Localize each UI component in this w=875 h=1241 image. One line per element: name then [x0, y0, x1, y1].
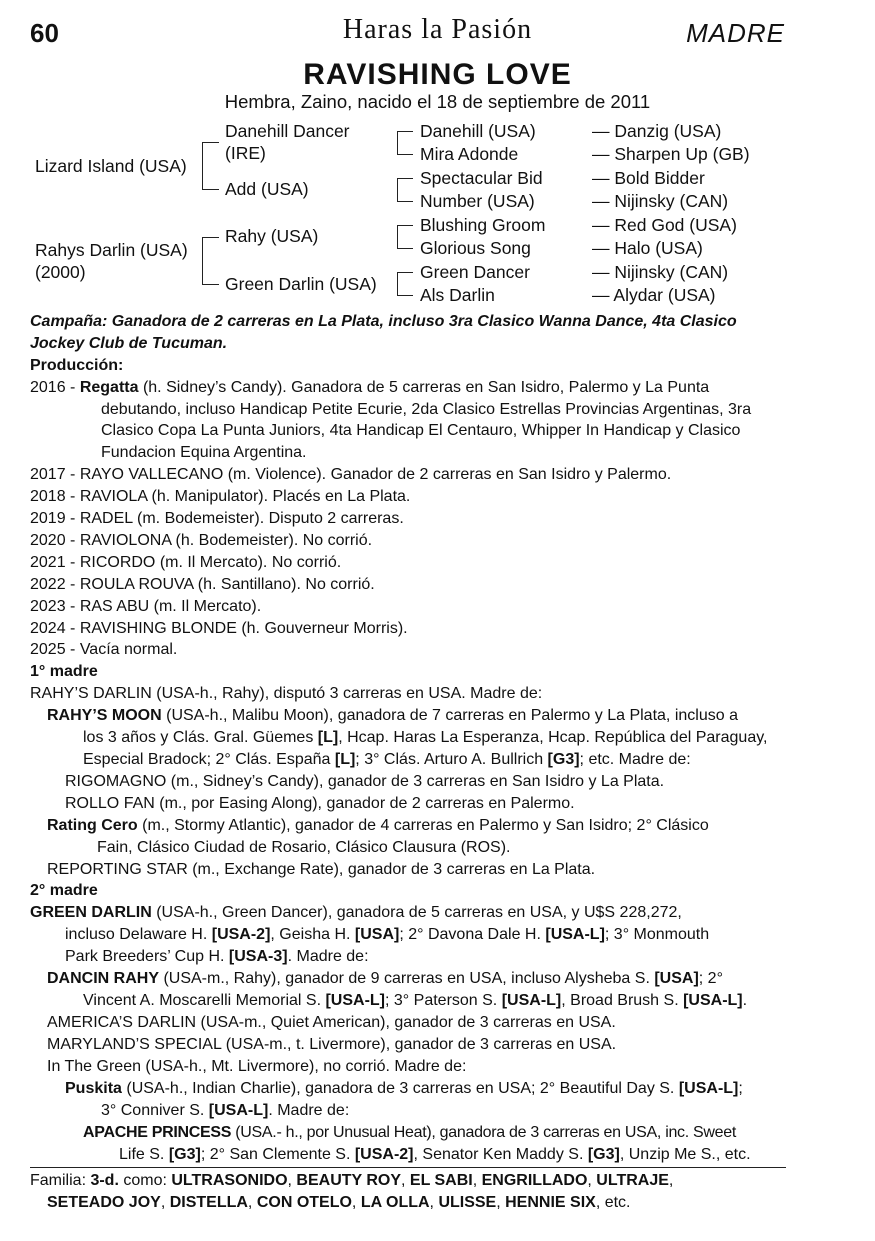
text-run: Especial Bradock; 2° Clás. España	[83, 751, 335, 768]
offspring-text	[119, 1144, 751, 1166]
book-title: Haras la Pasión	[342, 14, 533, 45]
family-member: BEAUTY ROY	[296, 1172, 402, 1189]
pedigree-gen4: — Sharpen Up (GB)	[592, 144, 750, 164]
race-grade: [USA-3]	[228, 948, 288, 965]
text-run: .	[742, 992, 748, 1009]
production-item: 2025 - Vacía normal.	[30, 641, 178, 658]
family-member: SETEADO JOY	[47, 1194, 161, 1211]
pedigree-gen4: — Red God (USA)	[592, 215, 737, 235]
pedigree-gen3: Green Dancer	[420, 262, 530, 282]
text-run: , Broad Brush S.	[561, 992, 684, 1009]
section-label: MADRE	[686, 18, 785, 48]
text-run: ; 2° Davona Dale H.	[399, 926, 546, 943]
family-line: Familia: 3-d. como: ULTRASONIDO, BEAUTY ROY, EL SABI, ENGRILLADO, ULTRAJE,	[30, 1172, 674, 1189]
production-heading: Producción:	[30, 357, 124, 374]
bracket-line	[397, 178, 398, 201]
bracket-line	[397, 225, 398, 248]
race-grade: [G3]	[547, 751, 580, 768]
production-text: debutando, incluso Handicap Petite Ecurie, 2da Clasico Estrellas Provincias Argentinas, 3ra	[101, 401, 752, 418]
production-item: 2019 - RADEL (m. Bodemeister). Disputo 2 carreras.	[30, 510, 404, 527]
text-run: ; 2° San Clemente S.	[200, 1146, 355, 1163]
family-member: LA OLLA	[360, 1194, 430, 1211]
race-grade: [USA-L]	[325, 992, 386, 1009]
offspring-text: (USA-h., Malibu Moon), ganadora de 7 carreras en Palermo y La Plata, incluso a	[161, 707, 738, 724]
pedigree-gen3: Number (USA)	[420, 191, 535, 211]
family-member: CON OTELO	[256, 1194, 352, 1211]
text-run: (USA-h., Indian Charlie), ganadora de 3 carreras en USA; 2° Beautiful Day S.	[121, 1080, 679, 1097]
text-run: incluso Delaware H.	[65, 926, 212, 943]
bracket-line	[202, 237, 219, 238]
family-member: EL SABI	[409, 1172, 473, 1189]
production-item: 2021 - RICORDO (m. Il Mercato). No corrió.	[30, 554, 342, 571]
text-run: ; 2°	[698, 970, 723, 987]
family-member: DISTELLA	[169, 1194, 248, 1211]
production-item: 2022 - ROULA ROUVA (h. Santillano). No corrió.	[30, 576, 375, 593]
bracket-line	[202, 284, 219, 285]
pedigree-dam: Rahys Darlin (USA)	[35, 240, 188, 260]
campaign-line: Jockey Club de Tucuman.	[30, 335, 228, 352]
production-text: Clasico Copa La Punta Juniors, 4ta Handicap El Centauro, Whipper In Handicap y Clasico	[101, 422, 741, 439]
family-label: Familia:	[30, 1172, 91, 1189]
second-dam-heading: 2° madre	[30, 882, 98, 899]
pedigree-gen4: — Bold Bidder	[592, 168, 705, 188]
race-grade: [G3]	[168, 1146, 201, 1163]
horse-name: RAVISHING LOVE	[303, 58, 572, 91]
second-dam-entry	[30, 902, 682, 924]
race-grade: [USA]	[654, 970, 699, 987]
family-line: SETEADO JOY, DISTELLA, CON OTELO, LA OLLA, ULISSE, HENNIE SIX, etc.	[47, 1194, 631, 1211]
offspring-entry: In The Green (USA-h., Mt. Livermore), no corrió. Madre de:	[47, 1058, 467, 1075]
text-run: . Madre de:	[268, 1102, 350, 1119]
text-run: ; 3° Clás. Arturo A. Bullrich	[355, 751, 548, 768]
text-run: etc.	[604, 1194, 631, 1211]
family-member: ENGRILLADO	[481, 1172, 588, 1189]
family-member: ULTRAJE	[596, 1172, 669, 1189]
bracket-line	[397, 131, 413, 132]
pedigree-gen3: Mira Adonde	[420, 144, 519, 164]
bracket-line	[397, 295, 413, 296]
production-year: 2016 -	[30, 379, 80, 396]
bracket-line	[202, 237, 203, 284]
family-member: ULTRASONIDO	[171, 1172, 288, 1189]
bracket-line	[397, 225, 413, 226]
bracket-line	[202, 189, 219, 190]
text-run: ; etc. Madre de:	[579, 751, 691, 768]
text-run: ; 3° Paterson S.	[385, 992, 502, 1009]
pedigree-gen2: Green Darlin (USA)	[225, 274, 377, 294]
text-run: los 3 años y Clás. Gral. Güemes	[83, 729, 318, 746]
production-item: 2024 - RAVISHING BLONDE (h. Gouverneur Morris).	[30, 620, 408, 637]
bracket-line	[202, 142, 219, 143]
pedigree-gen4: — Nijinsky (CAN)	[592, 262, 729, 282]
race-grade: [USA-2]	[211, 926, 271, 943]
offspring-entry: AMERICA’S DARLIN (USA-m., Quiet American), ganador de 3 carreras en USA.	[47, 1014, 616, 1031]
offspring-text: (m., Stormy Atlantic), ganador de 4 carreras en Palermo y San Isidro; 2° Clásico	[137, 817, 709, 834]
race-grade: [G3]	[587, 1146, 620, 1163]
production-text: Fundacion Equina Argentina.	[101, 444, 307, 461]
race-grade: [USA-2]	[354, 1146, 414, 1163]
pedigree-gen4: — Danzig (USA)	[592, 121, 722, 141]
offspring-entry	[47, 705, 738, 727]
text-run: 3° Conniver S.	[101, 1102, 209, 1119]
family-member: HENNIE SIX	[505, 1194, 596, 1211]
offspring-text	[83, 749, 691, 771]
offspring-entry	[47, 815, 709, 837]
campaign-line: Campaña: Ganadora de 2 carreras en La Plata, incluso 3ra Clasico Wanna Dance, 4ta Clasico	[30, 313, 737, 330]
text-run: . Madre de:	[287, 948, 369, 965]
offspring-text	[65, 924, 709, 946]
race-grade: [L]	[317, 729, 339, 746]
production-item	[30, 377, 709, 399]
offspring-name: GREEN DARLIN	[30, 904, 152, 921]
offspring-text	[65, 946, 369, 968]
offspring-text	[101, 1100, 349, 1122]
pedigree-gen2: (IRE)	[225, 143, 266, 163]
offspring-name: DANCIN RAHY	[47, 970, 159, 987]
bracket-line	[397, 201, 413, 202]
text-run: Vincent A. Moscarelli Memorial S.	[83, 992, 326, 1009]
offspring-name: Rating Cero	[47, 817, 138, 834]
text-run: , Hcap. Haras La Esperanza, Hcap. República del Paraguay,	[338, 729, 768, 746]
page-number: 60	[30, 18, 59, 48]
production-text: (h. Sidney’s Candy). Ganadora de 5 carreras en San Isidro, Palermo y La Punta	[138, 379, 710, 396]
offspring-entry: RIGOMAGNO (m., Sidney’s Candy), ganador de 3 carreras en San Isidro y La Plata.	[65, 773, 665, 790]
text-run: Park Breeders’ Cup H.	[65, 948, 229, 965]
race-grade: [USA-L]	[545, 926, 605, 943]
pedigree-dam-year: (2000)	[35, 262, 86, 282]
race-grade: [USA-L]	[208, 1102, 269, 1119]
bracket-line	[397, 272, 413, 273]
production-item: 2020 - RAVIOLONA (h. Bodemeister). No corrió.	[30, 532, 373, 549]
text-run: , Geisha H.	[270, 926, 355, 943]
race-grade: [USA]	[354, 926, 400, 943]
bracket-line	[397, 272, 398, 295]
text-run: (USA.- h., por Unusual Heat), ganadora de 3 carreras en USA, inc. Sweet	[231, 1124, 737, 1141]
pedigree-gen4: — Nijinsky (CAN)	[592, 191, 729, 211]
offspring-name: Regatta	[79, 379, 139, 396]
offspring-name: APACHE PRINCESS	[83, 1124, 232, 1141]
offspring-entry: MARYLAND’S SPECIAL (USA-m., t. Livermore), ganador de 3 carreras en USA.	[47, 1036, 617, 1053]
pedigree-gen3: Glorious Song	[420, 238, 531, 258]
bracket-line	[397, 154, 413, 155]
production-item: 2018 - RAVIOLA (h. Manipulator). Placés en La Plata.	[30, 488, 411, 505]
offspring-entry	[47, 968, 723, 990]
offspring-entry	[65, 1078, 743, 1100]
pedigree-gen2: Add (USA)	[225, 179, 309, 199]
race-grade: [USA-L]	[501, 992, 562, 1009]
family-code: 3-d.	[90, 1172, 119, 1189]
bracket-line	[202, 142, 203, 189]
offspring-text: (USA-h., Green Dancer), ganadora de 5 carreras en USA, y U$S 228,272,	[151, 904, 682, 921]
race-grade: [USA-L]	[678, 1080, 739, 1097]
family-member: ULISSE	[438, 1194, 497, 1211]
pedigree-gen3: Blushing Groom	[420, 215, 546, 235]
offspring-text	[83, 727, 767, 749]
pedigree-gen4: — Alydar (USA)	[592, 285, 716, 305]
text-run: (USA-m., Rahy), ganador de 9 carreras en USA, incluso Alysheba S.	[159, 970, 655, 987]
pedigree-gen2: Rahy (USA)	[225, 226, 319, 246]
bracket-line	[397, 178, 413, 179]
race-grade: [L]	[334, 751, 356, 768]
bracket-line	[397, 131, 398, 154]
offspring-name: RAHY’S MOON	[47, 707, 162, 724]
horse-description: Hembra, Zaino, nacido el 18 de septiembre de 2011	[224, 91, 651, 112]
offspring-entry: REPORTING STAR (m., Exchange Rate), ganador de 3 carreras en La Plata.	[47, 861, 596, 878]
offspring-text	[83, 990, 747, 1012]
pedigree-gen2: Danehill Dancer	[225, 121, 350, 141]
offspring-text: Fain, Clásico Ciudad de Rosario, Clásico Clausura (ROS).	[97, 839, 511, 856]
offspring-name: Puskita	[65, 1080, 122, 1097]
first-dam-heading: 1° madre	[30, 663, 98, 680]
pedigree-gen4: — Halo (USA)	[592, 238, 703, 258]
family-divider	[30, 1167, 786, 1168]
bracket-line	[397, 248, 413, 249]
text-run: Life S.	[119, 1146, 169, 1163]
text-run: ;	[738, 1080, 743, 1097]
pedigree-gen3: Spectacular Bid	[420, 168, 543, 188]
pedigree-gen3: Als Darlin	[420, 285, 495, 305]
race-grade: [USA-L]	[683, 992, 743, 1009]
text-run: , Unzip Me S., etc.	[619, 1146, 751, 1163]
text-run: como:	[118, 1172, 172, 1189]
text-run: ; 3° Monmouth	[604, 926, 710, 943]
production-item: 2023 - RAS ABU (m. Il Mercato).	[30, 598, 262, 615]
pedigree-sire: Lizard Island (USA)	[35, 156, 187, 176]
production-item: 2017 - RAYO VALLECANO (m. Violence). Ganador de 2 carreras en San Isidro y Palermo.	[30, 466, 672, 483]
first-dam-intro: RAHY’S DARLIN (USA-h., Rahy), disputó 3 carreras en USA. Madre de:	[30, 685, 543, 702]
text-run: , Senator Ken Maddy S.	[413, 1146, 588, 1163]
offspring-entry: ROLLO FAN (m., por Easing Along), ganador de 2 carreras en Palermo.	[65, 795, 575, 812]
offspring-entry	[83, 1122, 736, 1144]
pedigree-gen3: Danehill (USA)	[420, 121, 536, 141]
